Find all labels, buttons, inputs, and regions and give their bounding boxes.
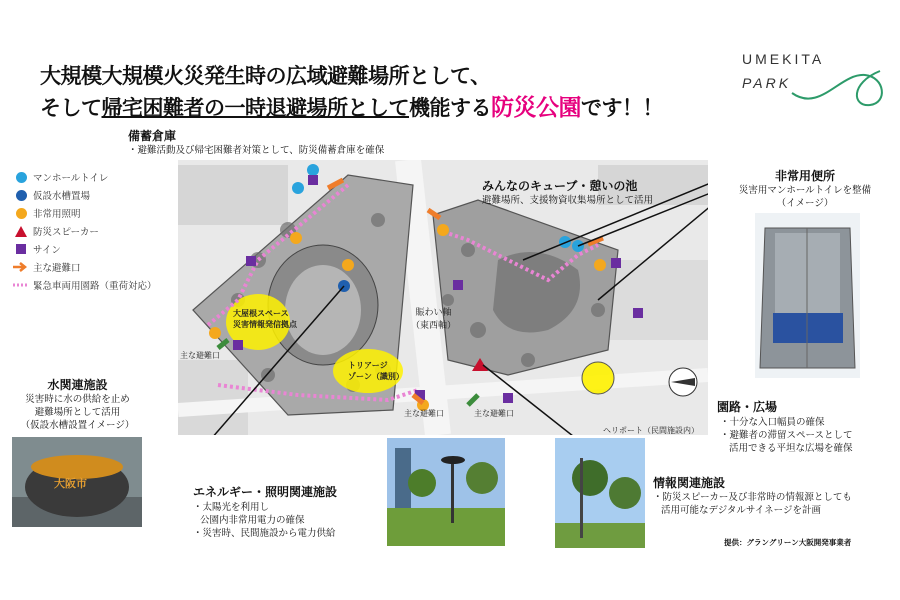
toilet-tent-photo (755, 213, 860, 378)
orange-arrow-icon (13, 262, 29, 272)
map-label-exit-southeast: 主な避難口 (474, 409, 514, 418)
water-desc-3: （仮設水槽設置イメージ） (20, 420, 135, 431)
umekita-park-logo (730, 45, 890, 115)
plaza-desc-1: ・十分な入口幅員の確保 (720, 417, 825, 428)
water-tank-label: 大阪市 (54, 477, 87, 490)
orange-dot-icon (16, 208, 27, 219)
energy-desc-3: ・災害時、民間施設から電力供給 (193, 528, 336, 539)
pond-desc: 避難場所、支援物資収集場所として活用 (482, 195, 654, 206)
legend-label: マンホールトイレ (33, 173, 109, 184)
water-desc-1: 災害時に水の供給を止め (25, 394, 130, 405)
plaza-desc-2: ・避難者の滞留スペースとして (720, 430, 853, 441)
red-triangle-icon (15, 226, 27, 237)
legend-item-emergency-light (12, 206, 81, 220)
title-underlined-part: 帰宅困難者の一時退避場所として (101, 96, 409, 120)
water-title: 水関連施設 (47, 378, 108, 392)
legend-label: サイン (33, 245, 61, 256)
title-part: です！！ (581, 96, 663, 120)
map-label-axis: 賑わい軸 （東西軸） (411, 308, 457, 331)
map-label-exit-west: 主な避難口 (180, 351, 220, 360)
toilet-tent-icon (755, 213, 860, 378)
energy-desc-1: ・太陽光を利用し (193, 502, 270, 513)
map-label-exit-south: 主な避難口 (404, 409, 444, 418)
info-desc-2: 活用可能なデジタルサイネージを計画 (661, 505, 821, 516)
purple-square-icon (16, 244, 26, 254)
pond-title: みんなのキューブ・憩いの池 (482, 179, 638, 193)
legend-item-speaker (12, 224, 99, 238)
solar-light-icon (387, 438, 505, 546)
title-highlight: 防災公園 (491, 95, 581, 121)
brand-line-1: UMEKITA (742, 51, 825, 67)
title-line-2 (40, 89, 663, 122)
toilet-title: 非常用便所 (774, 169, 835, 183)
brand-swoosh-icon (790, 63, 890, 113)
energy-desc-2: 公園内非常用電力の確保 (200, 515, 305, 526)
storage-title: 備蓄倉庫 (128, 129, 177, 143)
legend-label: 緊急車両用園路（重荷対応） (33, 281, 157, 292)
title-line-1: 大規模大規模火災発生時の広域避難場所として、 (40, 64, 491, 88)
info-title: 情報関連施設 (653, 476, 726, 490)
map-label-heliport: ヘリポート（民間施設内） (603, 426, 699, 435)
map-label-triage: トリアージ ゾーン（識別） (348, 361, 404, 381)
legend-item-emergency-route (12, 278, 157, 292)
title-part: 機能する (409, 96, 491, 120)
blue-dot-icon (16, 172, 27, 183)
energy-title: エネルギー・照明関連施設 (193, 485, 338, 499)
legend-label: 仮設水槽置場 (33, 191, 91, 202)
legend (0, 170, 180, 300)
legend-label: 主な避難口 (33, 263, 81, 274)
plaza-title: 園路・広場 (717, 400, 778, 414)
info-desc-1: ・防災スピーカー及び非常時の情報源としても (653, 492, 852, 503)
toilet-desc: 災害用マンホールトイレを整備 (738, 185, 872, 196)
legend-label: 防災スピーカー (33, 227, 99, 238)
legend-item-manhole-toilet (12, 170, 108, 184)
legend-label: 非常用照明 (33, 209, 81, 220)
legend-item-water-tank (12, 188, 90, 202)
water-tank-photo (12, 437, 142, 527)
solar-light-photo (387, 438, 505, 546)
toilet-desc-note: （イメージ） (776, 198, 834, 209)
navy-dot-icon (16, 190, 27, 201)
plaza-desc-3: 活用できる平坦な広場を確保 (729, 443, 853, 454)
credit-text: 提供：グラングリーン大阪開発事業者 (724, 538, 852, 547)
signage-photo (555, 438, 645, 548)
title-part: そして (40, 96, 102, 120)
legend-item-sign (12, 242, 61, 256)
signage-pole-icon (555, 438, 645, 548)
legend-item-exit (12, 260, 81, 274)
pink-dotted-line-icon (13, 282, 29, 288)
storage-desc: ・避難活動及び帰宅困難者対策として、防災備蓄倉庫を確保 (128, 145, 385, 156)
map-label-big-roof: 大屋根スペース 災害情報発信拠点 (233, 309, 297, 329)
water-desc-2: 避難場所として活用 (34, 407, 121, 418)
brand-line-2: PARK (742, 75, 792, 91)
